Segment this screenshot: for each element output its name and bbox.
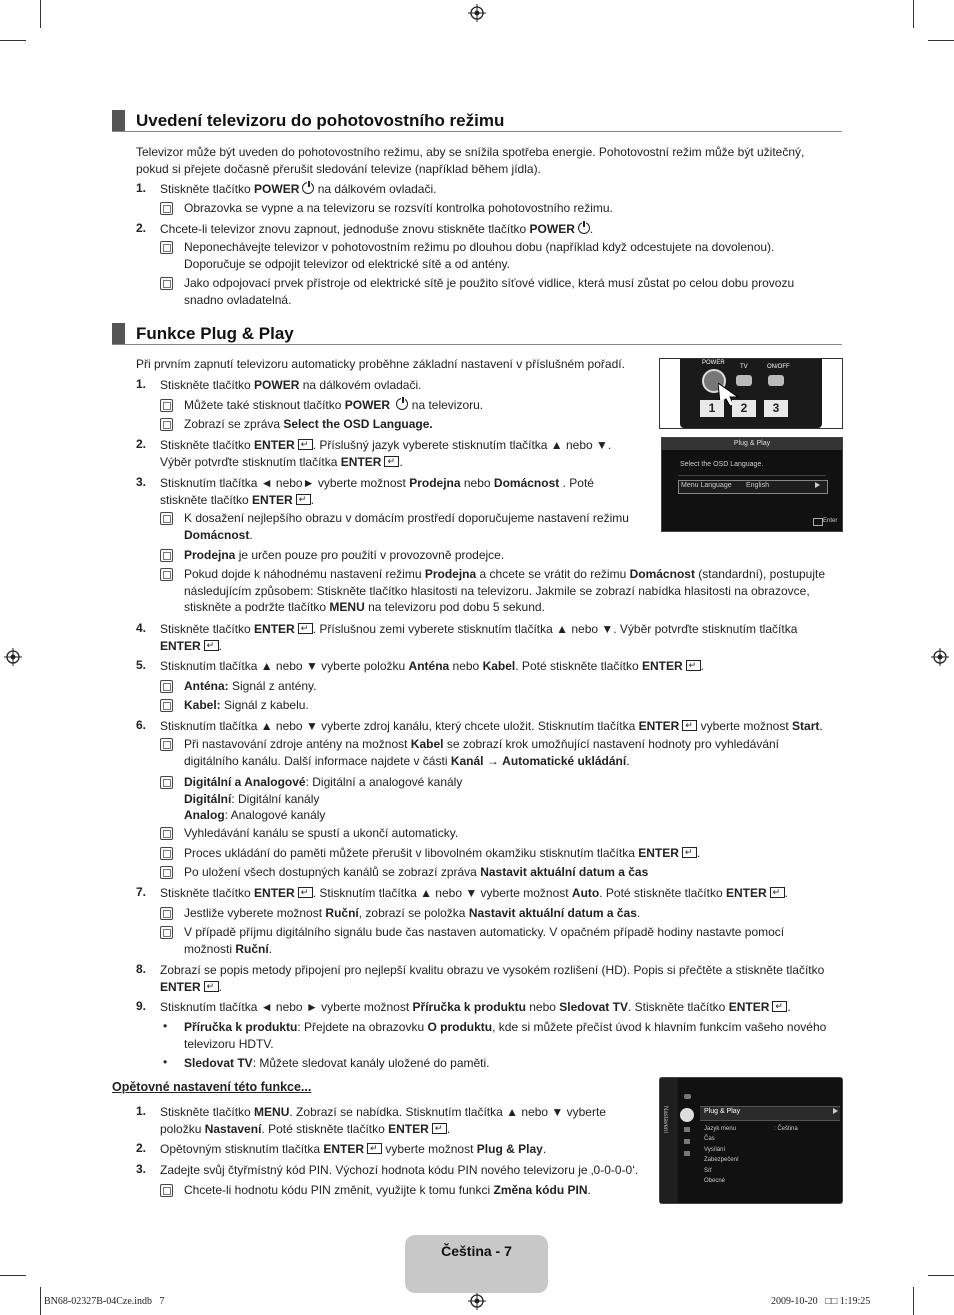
note-icon [160,549,173,562]
settings-icon [680,1108,694,1122]
step-number: 2. [136,437,147,451]
print-file-info: BN68-02327B-04Cze.indb 7 [44,1296,165,1307]
note-text: Pokud dojde k náhodnému nastavení režimu Prodejna a chcete se vrátit do režimu Domácnost (standardní), postupujte následujícím způsobem: Stiskněte tlačítko hlasitosti na televizoru. Jakmile se zobrazí nabídka hlasitosti na obrazovce, stiskněte a podržte tlačítko MENU na televizoru pod dobu 5 sekund. [184,567,826,614]
osd-item: Obecné [704,1178,726,1184]
note-text: Proces ukládání do paměti můžete přerušit v libovolném okamžiku stisknutím tlačítka ENTER↵ . [184,845,834,862]
osd-item: Zabezpečení [704,1157,739,1163]
crop-mark [913,0,914,28]
crop-mark [928,40,954,41]
osd-settings-menu [659,1077,843,1204]
note-icon [160,680,173,693]
crop-mark [0,40,26,41]
note-icon [160,202,173,215]
picture-icon [684,1094,691,1099]
step-text: Stiskněte tlačítko ENTER↵ . Příslušnou zemi vyberete stisknutím tlačítka ▲ nebo ▼. Výběr potvrďte stisknutím tlačítka ENTER↵ . [160,621,836,654]
note-icon [160,866,173,879]
registration-mark-icon [931,648,949,666]
right-arrow-icon [833,1108,838,1114]
registration-mark-icon [4,648,22,666]
step-number: 1. [136,1104,147,1118]
step-number: 1. [136,377,147,391]
note-icon [160,776,173,789]
paragraph: Při prvním zapnutí televizoru automaticky proběhne základní nastavení v příslušném pořadí. [136,357,625,371]
note-icon [160,926,173,939]
note-text: Kabel: Signál z kabelu. [184,698,309,712]
paragraph: Televizor může být uveden do pohotovostního režimu, aby se snížila spotřeba energie. Pohotovostní režim může být užitečný, pokud si přejete dočasně přerušit sledování televize (například během jídla). [136,145,805,176]
note-text: Jestliže vyberete možnost Ruční, zobrazí se položka Nastavit aktuální datum a čas. [184,906,641,920]
step-text: Stisknutím tlačítka ▲ nebo ▼ vyberte položku Anténa nebo Kabel. Poté stiskněte tlačítko ENTER↵ . [160,658,836,675]
step-text: Stiskněte tlačítko ENTER↵ . Příslušný jazyk vyberete stisknutím tlačítka ▲ nebo ▼. Výběr potvrďte stisknutím tlačítka ENTER↵ . [160,437,650,470]
crop-mark [928,1275,954,1276]
remote-tv-label: TV [740,364,748,370]
enter-icon [813,518,823,526]
osd-item: Síť [704,1168,712,1174]
sound-icon [684,1127,690,1132]
power-icon [302,182,314,194]
step-text: Stiskněte tlačítko ENTER↵ . Stisknutím tlačítka ▲ nebo ▼ vyberte možnost Auto. Poté stiskněte tlačítko ENTER↵ . [160,885,840,902]
note-icon [160,827,173,840]
note-icon [160,277,173,290]
heading-bar [112,110,125,132]
step-number: 9. [136,999,147,1013]
remote-key-2: 2 [732,400,756,417]
heading-rule [112,344,842,345]
note-icon [160,418,173,431]
note-text: Jako odpojovací prvek přístroje od elektrické sítě je použito síťové vidlice, která musí zůstat po celou dobu provozu snadno ovladatelná. [184,276,795,307]
note-text: Chcete-li hodnotu kódu PIN změnit, využijte k tomu funkci Změna kódu PIN. [184,1183,591,1197]
crop-mark [40,1287,41,1315]
bullet-text: Sledovat TV: Můžete sledovat kanály uložené do paměti. [184,1056,490,1070]
registration-mark-icon [468,4,486,22]
note-icon [160,399,173,412]
section-title: Funkce Plug & Play [136,324,294,343]
osd-prompt: Select the OSD Language. [680,461,764,468]
note-text: Po uložení všech dostupných kanálů se zobrazí zpráva Nastavit aktuální datum a čas [184,865,649,879]
right-arrow-icon [815,482,820,488]
note-text: Vyhledávání kanálu se spustí a ukončí automaticky. [184,826,459,840]
step-text: Opětovným stisknutím tlačítka ENTER↵ vyberte možnost Plug & Play. [160,1141,640,1158]
bullet-text: Příručka k produktu: Přejdete na obrazovku O produktu, kde si můžete přečíst úvod k hlavním funkcím vašeho nového televizoru HDTV. [184,1020,827,1051]
note-text: Anténa: Signál z antény. [184,679,317,693]
step-text: Stisknutím tlačítka ◄ nebo ► vyberte možnost Příručka k produktu nebo Sledovat TV. Stiskněte tlačítko ENTER↵ . [160,999,840,1016]
crop-mark [913,1287,914,1315]
step-number: 8. [136,962,147,976]
step-number: 1. [136,181,147,195]
note-icon [160,907,173,920]
osd-item-value: : Čeština [774,1126,798,1132]
heading-bar [112,323,125,345]
print-date-info: 2009-10-20 □□ 1:19:25 [771,1296,871,1307]
step-text: Stisknutím tlačítka ◄ nebo► vyberte možnost Prodejna nebo Domácnost . Poté stiskněte tlačítko ENTER↵ . [160,475,650,508]
input-icon [684,1139,690,1144]
note-text: Digitální a Analogové: Digitální a analogové kanály Digitální: Digitální kanály Analog: Analogové kanály [184,775,463,822]
step-number: 6. [136,718,147,732]
osd-enter: Enter [823,518,838,524]
osd-title: Plug & Play [733,440,771,447]
note-text: Obrazovka se vypne a na televizoru se rozsvítí kontrolka pohotovostního režimu. [184,201,613,215]
page-number: Čeština - 7 [441,1243,512,1259]
power-icon [578,222,590,234]
step-number: 3. [136,1162,147,1176]
note-text: Zobrazí se zpráva Select the OSD Language. [184,417,433,431]
note-icon [160,568,173,581]
remote-key-3: 3 [764,400,788,417]
note-icon [160,241,173,254]
support-icon [684,1151,690,1156]
osd-sidebar [660,1078,678,1203]
crop-mark [0,1275,26,1276]
registration-mark-icon [468,1292,486,1310]
osd-label: Menu Language [681,482,732,489]
step-text: Stisknutím tlačítka ▲ nebo ▼ vyberte zdroj kanálu, který chcete uložit. Stisknutím tlačítka ENTER↵ vyberte možnost Start. [160,718,840,735]
bullet: • [163,1019,168,1033]
osd-language-screen [661,437,843,532]
note-icon [160,1184,173,1197]
note-text: Při nastavování zdroje antény na možnost Kabel se zobrazí krok umožňující nastavení hodnoty pro vyhledávání digitálního kanálu. Další informace najdete v části Kanál → Automatické ukládání. [184,737,780,768]
note-icon [160,699,173,712]
osd-side-label: Nastavení [662,1106,668,1134]
step-text: Chcete-li televizor znovu zapnout, jednoduše znovu stiskněte tlačítko POWER . [160,222,594,236]
remote-onoff-label: ON/OFF [767,364,790,370]
remote-body [680,359,822,428]
osd-selected-item: Plug & Play [704,1108,741,1115]
note-text: V případě příjmu digitálního signálu bude čas nastaven automaticky. V opačném případě hodiny nastavte pomocí možnosti Ruční. [184,925,785,956]
step-number: 7. [136,885,147,899]
remote-onoff-button [768,375,784,386]
remote-power-label: POWER [702,360,725,366]
note-text: Prodejna je určen pouze pro použití v provozovně prodejce. [184,548,505,562]
step-number: 2. [136,221,147,235]
note-icon [160,738,173,751]
step-number: 3. [136,475,147,489]
bullet: • [163,1055,168,1069]
heading-rule [112,131,842,132]
remote-key-1: 1 [700,400,724,417]
osd-icon-column [682,1094,694,1164]
step-number: 4. [136,621,147,635]
subsection-title: Opětovné nastavení této funkce... [112,1080,312,1094]
osd-item: Jazyk menu [704,1126,737,1132]
note-text: Neponechávejte televizor v pohotovostním režimu po dlouhou dobu (například když odcestujete na dovolenou). Doporučuje se odpojit televizor od elektrické sítě a od antény. [184,240,775,271]
section-title: Uvedení televizoru do pohotovostního režimu [136,111,505,130]
note-text: Můžete také stisknout tlačítko POWER na televizoru. [184,398,484,412]
step-text: Stiskněte tlačítko POWER na dálkovém ovladači. [160,378,422,392]
osd-divider [678,475,826,476]
remote-illustration [659,358,843,429]
step-text: Zobrazí se popis metody připojení pro nejlepší kvalitu obrazu ve vysokém rozlišení (HD). Popis si přečtěte a stiskněte tlačítko ENTER↵ . [160,962,840,995]
crop-mark [40,0,41,28]
step-number: 5. [136,658,147,672]
osd-value: English [746,482,769,489]
step-text: Stiskněte tlačítko MENU. Zobrazí se nabídka. Stisknutím tlačítka ▲ nebo ▼ vyberte položku Nastavení. Poté stiskněte tlačítko ENTER↵ . [160,1104,620,1137]
osd-item: Vysílání [704,1147,726,1153]
step-text: Zadejte svůj čtyřmístný kód PIN. Výchozí hodnota kódu PIN nového televizoru je ‚0-0-0-0‘. [160,1163,639,1177]
note-icon [160,847,173,860]
step-number: 2. [136,1141,147,1155]
step-text: Stiskněte tlačítko POWER na dálkovém ovladači. [160,182,437,196]
note-text: K dosažení nejlepšího obrazu v domácím prostředí doporučujeme nastavení režimu Domácnost. [184,511,629,542]
note-icon [160,512,173,525]
osd-item: Čas [704,1136,715,1142]
